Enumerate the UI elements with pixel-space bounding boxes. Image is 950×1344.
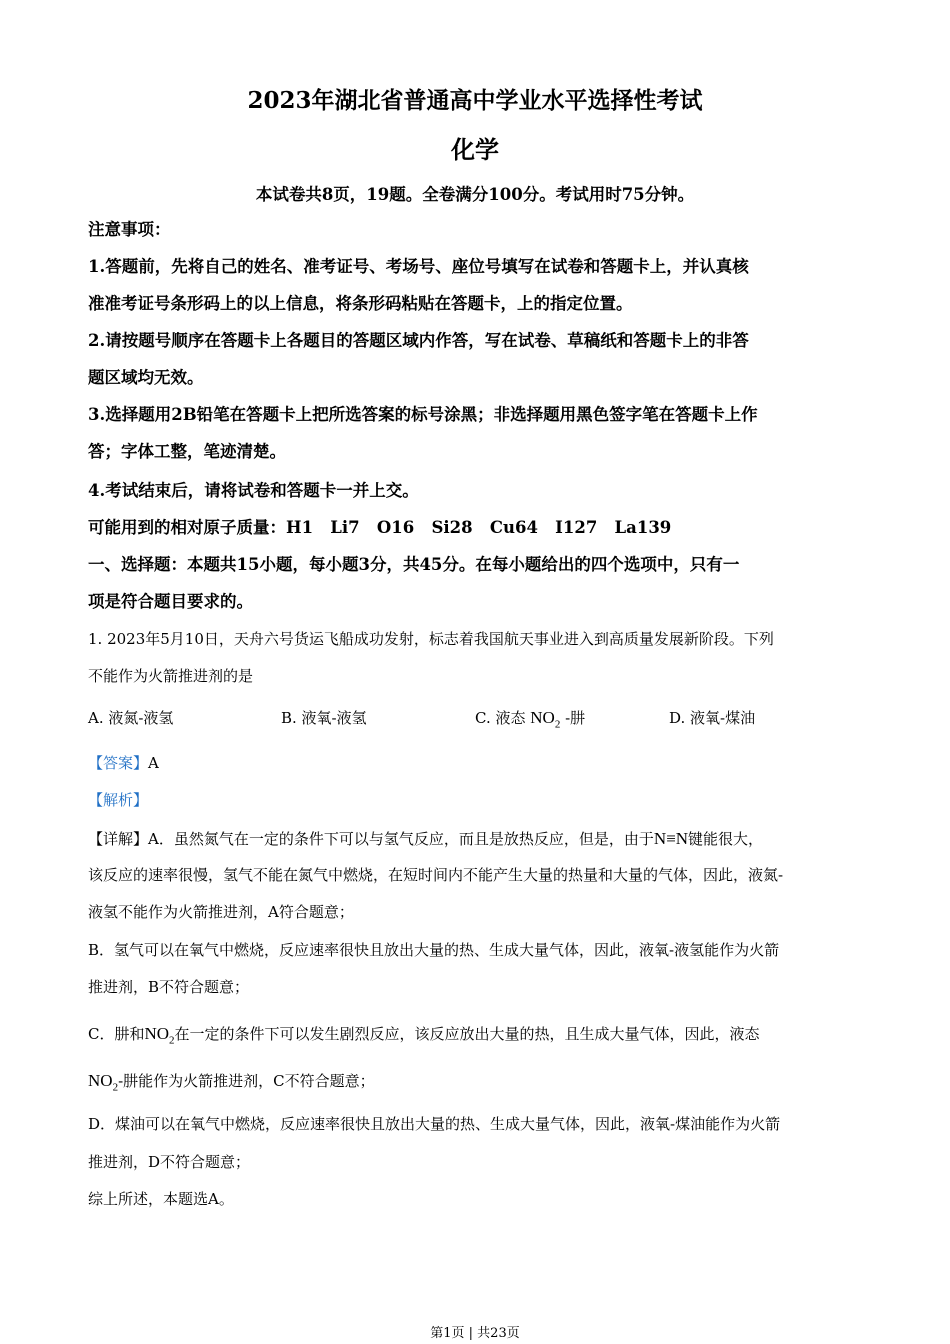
option-a: A. 液氮-液氢 [88,709,174,727]
section-heading-line-2: 项是符合题目要求的。 [88,592,253,611]
note-1-line-1: 1.答题前，先将自己的姓名、准考证号、考场号、座位号填写在试卷和答题卡上，并认真核 [88,257,749,276]
atomic-masses: 可能用到的相对原子质量：H1 Li7 O16 Si28 Cu64 I127 La139 [88,518,672,537]
detail-line-3: 液氢不能作为火箭推进剂，A符合题意； [88,903,354,921]
notes-heading: 注意事项： [88,220,171,239]
detail-line-4: B．氢气可以在氧气中燃烧，反应速率很快且放出大量的热、生成大量气体，因此，液氧-液氢能作为火箭 [88,941,780,959]
option-b: B. 液氧-液氢 [281,709,367,727]
option-c [475,707,585,730]
option-d: D. 液氧-煤油 [669,709,756,727]
option-c-prefix: C. 液态 [475,709,531,727]
page-footer: 第1页 | 共23页 [430,1326,520,1341]
option-c-suffix: -肼 [560,709,586,727]
note-3-line-2: 答；字体工整，笔迹清楚。 [88,442,286,461]
detail-line-10: 综上所述，本题选A。 [88,1190,234,1208]
section-heading-line-1: 一、选择题：本题共15小题，每小题3分，共45分。在每小题给出的四个选项中，只有一 [88,555,740,574]
note-4: 4.考试结束后，请将试卷和答题卡一并上交。 [88,481,419,500]
detail-line-8: D．煤油可以在氧气中燃烧，反应速率很快且放出大量的热、生成大量气体，因此，液氧-煤油能作为火箭 [88,1115,781,1133]
detail-line-5: 推进剂，B不符合题意； [88,978,250,996]
detail-line-9: 推进剂，D不符合题意； [88,1153,251,1171]
no2-formula: $NO_2$ [88,1071,119,1094]
answer-line [88,745,868,782]
detail-line-2: 该反应的速率很慢，氢气不能在氮气中燃烧，在短时间内不能产生大量的热量和大量的气体，因此，液氮- [88,866,784,884]
note-3-line-1: 3.选择题用2B铅笔在答题卡上把所选答案的标号涂黑；非选择题用黑色签字笔在答题卡上作 [88,405,758,424]
exam-intro: 本试卷共8页，19题。全卷满分100分。考试用时75分钟。 [255,185,695,204]
detail-line-6: C．肼和$NO_2$在一定的条件下可以发生剧烈反应，该反应放出大量的热，且生成大量气体，因此，液态 [88,1024,760,1047]
detail-line-1: 【详解】A．虽然氮气在一定的条件下可以与氢气反应，而且是放热反应，但是，由于N≡N键能很大， [88,829,764,848]
question-stem-line-2: 不能作为火箭推进剂的是 [88,667,254,685]
note-2-line-2: 题区域均无效。 [88,368,204,387]
page-title: 2023年湖北省普通高中学业水平选择性考试 [247,87,703,114]
analysis-label: 【解析】 [88,791,149,809]
answer-label: 【答案】 [88,754,149,772]
triple-bond-formula: N≡N [653,829,689,848]
no2-formula: $NO_2$ [144,1024,175,1047]
note-2-line-1: 2.请按题号顺序在答题卡上各题目的答题区域内作答，写在试卷、草稿纸和答题卡上的非答 [88,331,749,350]
no2-formula: $NO_2$ [530,708,561,731]
subject-title: 化学 [451,135,499,164]
answer-value: A [148,754,159,772]
detail-line-7: $NO_2-$肼能作为火箭推进剂，C不符合题意； [88,1071,375,1094]
note-1-line-2: 准准考证号条形码上的以上信息，将条形码粘贴在答题卡，上的指定位置。 [88,294,633,313]
question-stem-line-1: 1. 2023年5月10日，天舟六号货运飞船成功发射，标志着我国航天事业进入到高质量发展新阶段。下列 [88,630,774,648]
